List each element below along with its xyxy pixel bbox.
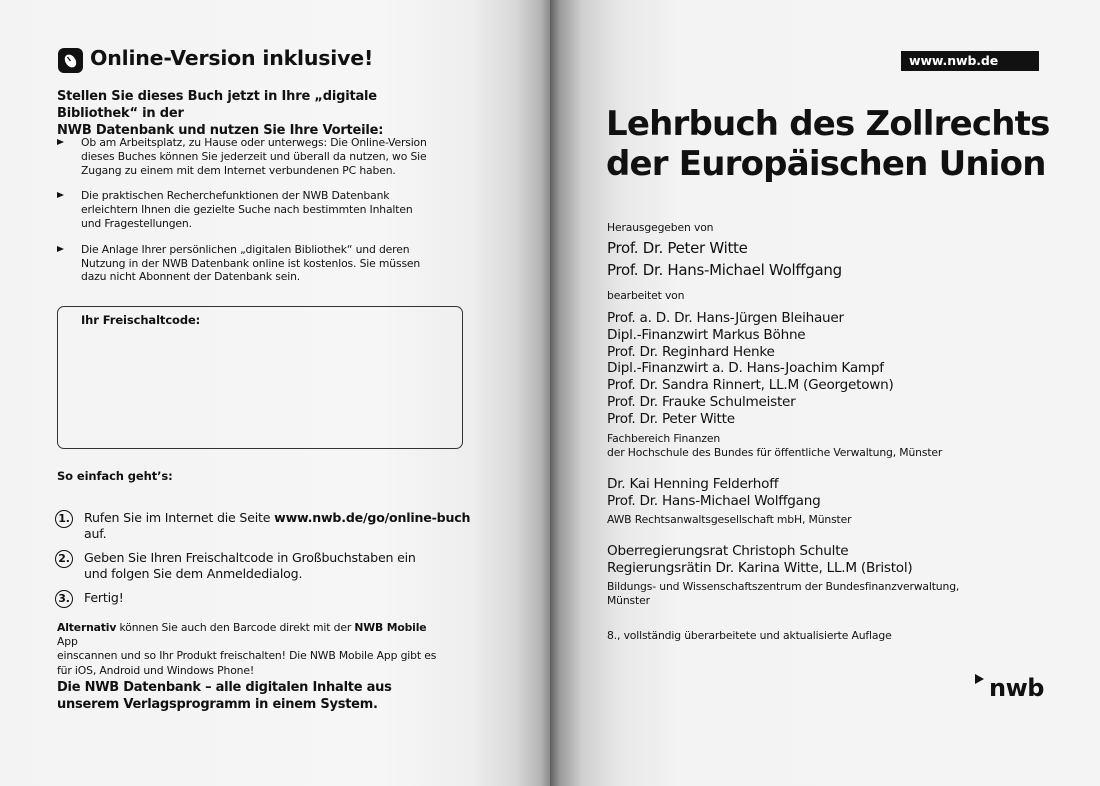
step-number: 1. — [55, 510, 73, 528]
author-name: Regierungsrätin Dr. Karina Witte, LL.M (Bristol) — [607, 559, 913, 576]
author-name: Dipl.-Finanzwirt Markus Böhne — [607, 326, 806, 343]
right-page — [550, 0, 1100, 786]
author-name: Dr. Kai Henning Felderhoff — [607, 476, 779, 492]
step-number: 2. — [55, 550, 73, 568]
edition-note: 8., vollständig überarbeitete und aktualisierte Auflage — [607, 629, 892, 642]
author-name: Prof. Dr. Reginhard Henke — [607, 343, 775, 360]
benefits-list — [57, 136, 427, 296]
online-version-title: Online-Version inklusive! — [90, 46, 374, 70]
benefit-item: Ob am Arbeitsplatz, zu Hause oder unterwegs: Die Online-Version dieses Buches können Sie jederzeit und überall da nutzen, wo Sie Zugang zu einem mit dem Internet verbundenen PC haben. — [57, 136, 427, 177]
author-name: Prof. Dr. Hans-Michael Wolffgang — [607, 492, 821, 509]
affiliation-3: Bildungs- und Wissenschaftszentrum der Bundesfinanzverwaltung, Münster — [607, 580, 960, 607]
triangle-bullet-icon — [57, 139, 64, 145]
triangle-bullet-icon — [57, 192, 64, 198]
activation-code-label: Ihr Freischaltcode: — [81, 313, 201, 327]
online-book-url: www.nwb.de/go/online-buch — [274, 510, 471, 525]
authors-group-1 — [607, 310, 1067, 428]
authors-label: bearbeitet von — [607, 289, 685, 302]
author-name: Oberregierungsrat Christoph Schulte — [607, 543, 849, 559]
alternative-text: Alternativ können Sie auch den Barcode direkt mit der NWB Mobile App einscannen und so Ihr Produkt freischalten! Die NWB Mobile App gibt es für iOS, Android und Windows Phone! — [57, 621, 437, 677]
book-title: Lehrbuch des Zollrechts der Europäischen Union — [606, 104, 1050, 184]
editor-name: Prof. Dr. Peter Witte — [607, 239, 748, 257]
step-item: 1. Rufen Sie im Internet die Seite www.nwb.de/go/online-buch auf. — [55, 510, 475, 542]
authors-group-2 — [607, 476, 1067, 510]
author-name: Prof. Dr. Frauke Schulmeister — [607, 393, 796, 410]
steps-list — [55, 510, 475, 614]
author-name: Prof. a. D. Dr. Hans-Jürgen Bleihauer — [607, 310, 844, 326]
publisher-url-badge: www.nwb.de — [901, 51, 1039, 71]
triangle-bullet-icon — [57, 246, 64, 252]
affiliation-1: Fachbereich Finanzen der Hochschule des Bundes für öffentliche Verwaltung, Münster — [607, 432, 943, 459]
editor-name: Prof. Dr. Hans-Michael Wolffgang — [607, 261, 842, 279]
author-name: Prof. Dr. Sandra Rinnert, LL.M (Georgetown) — [607, 377, 894, 394]
step-item: 2. Geben Sie Ihren Freischaltcode in Großbuchstaben ein und folgen Sie dem Anmeldedialog. — [55, 550, 475, 582]
step-item: 3. Fertig! — [55, 590, 475, 606]
affiliation-2: AWB Rechtsanwaltsgesellschaft mbH, Münster — [607, 513, 852, 526]
nwb-logo: nwb — [972, 671, 1052, 711]
authors-group-3 — [607, 543, 1067, 577]
benefit-item: Die Anlage Ihrer persönlichen „digitalen Bibliothek“ und deren Nutzung in der NWB Datenbank online ist kostenlos. Sie müssen dazu nicht Abonnent der Datenbank sein. — [57, 243, 427, 284]
editors-list — [607, 237, 1067, 281]
mouse-icon — [58, 48, 83, 73]
step-number: 3. — [55, 590, 73, 608]
author-name: Prof. Dr. Peter Witte — [607, 410, 735, 427]
author-name: Dipl.-Finanzwirt a. D. Hans-Joachim Kampf — [607, 360, 884, 377]
activation-code-box — [57, 306, 463, 449]
database-footer: Die NWB Datenbank – alle digitalen Inhalte aus unserem Verlagsprogramm in einem System. — [57, 680, 392, 712]
benefit-item: Die praktischen Recherchefunktionen der NWB Datenbank erleichtern Ihnen die gezielte Suche nach bestimmten Inhalten und Fragestellungen. — [57, 189, 427, 230]
editors-label: Herausgegeben von — [607, 221, 714, 234]
logo-triangle-icon — [975, 674, 984, 684]
intro-text: Stellen Sie dieses Buch jetzt in Ihre „digitale Bibliothek“ in der NWB Datenbank und nutzen Sie Ihre Vorteile: — [57, 89, 384, 138]
steps-title: So einfach geht’s: — [57, 469, 173, 483]
